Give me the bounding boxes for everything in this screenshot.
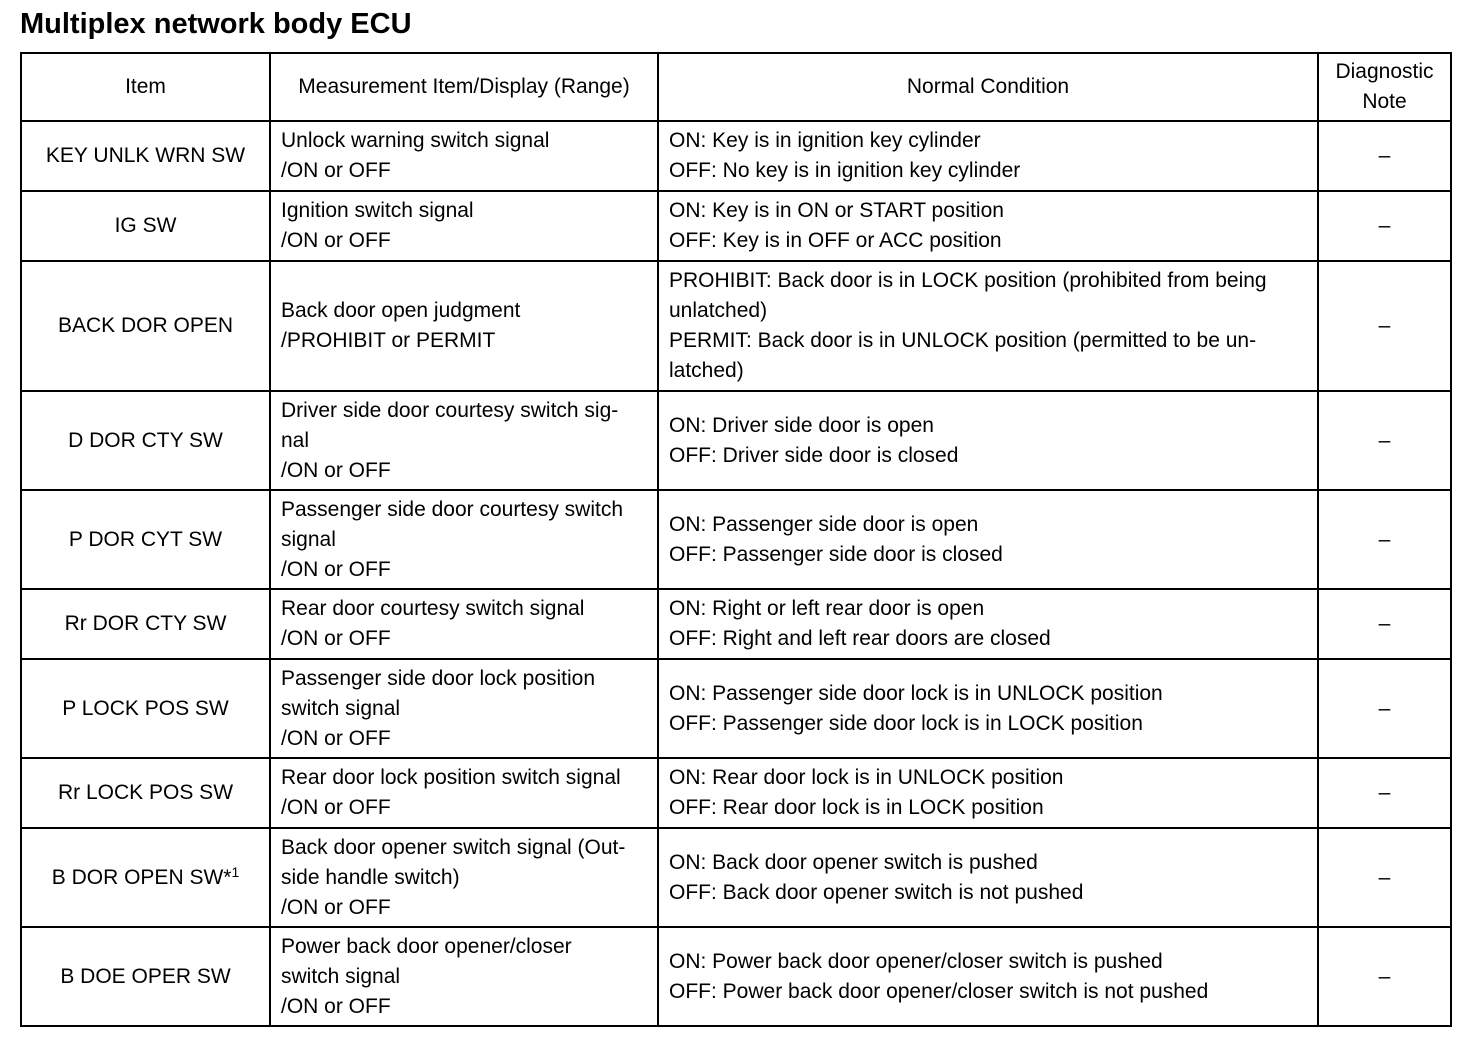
measurement-line: Passenger side door lock position (281, 666, 596, 690)
header-note-line2: Note (1362, 90, 1407, 113)
measurement-line: Back door opener switch signal (Out- (281, 835, 626, 859)
measurement-line: Power back door opener/closer (281, 934, 572, 958)
table-row (21, 927, 1451, 1026)
measurement-line: signal (281, 527, 336, 551)
measurement-line: nal (281, 428, 310, 452)
cell-measurement (270, 191, 658, 261)
cell-note: – (1318, 490, 1451, 589)
measurement-line: /PROHIBIT or PERMIT (281, 329, 496, 352)
header-item: Item (21, 53, 270, 121)
item-text: B DOE OPER SW (60, 964, 231, 988)
cell-condition (658, 121, 1318, 191)
cell-note: – (1318, 589, 1451, 659)
cell-note: – (1318, 758, 1451, 828)
cell-measurement (270, 589, 658, 659)
condition-line: ON: Key is in ON or START position (669, 199, 1004, 222)
measurement-line: Unlock warning switch signal (281, 129, 550, 152)
cell-item (21, 490, 270, 589)
item-text: P LOCK POS SW (62, 696, 229, 720)
measurement-line: /ON or OFF (281, 796, 391, 819)
measurement-line: /ON or OFF (281, 726, 391, 750)
condition-line: ON: Rear door lock is in UNLOCK position (669, 766, 1064, 789)
cell-note: – (1318, 927, 1451, 1026)
cell-condition (658, 828, 1318, 927)
item-text: BACK DOR OPEN (57, 314, 234, 337)
cell-item (21, 828, 270, 927)
cell-measurement (270, 758, 658, 828)
table-row (21, 191, 1451, 261)
cell-condition (658, 490, 1318, 589)
item-footnote-mark: 1 (231, 863, 240, 880)
condition-line: OFF: Right and left rear doors are closed (669, 627, 1051, 650)
measurement-line: Driver side door courtesy switch sig- (281, 398, 619, 422)
cell-condition (658, 391, 1318, 490)
measurement-line: /ON or OFF (281, 994, 391, 1018)
item-text: P DOR CYT SW (68, 527, 223, 551)
table-row (21, 828, 1451, 927)
cell-condition (658, 927, 1318, 1026)
cell-condition (658, 659, 1318, 758)
condition-line: ON: Key is in ignition key cylinder (669, 129, 981, 152)
header-note-line1: Diagnostic (1335, 60, 1434, 83)
condition-line: ON: Driver side door is open (669, 413, 934, 437)
cell-note: – (1318, 191, 1451, 261)
condition-line: OFF: Key is in OFF or ACC position (669, 229, 1002, 252)
cell-note: – (1318, 828, 1451, 927)
condition-line: latched) (669, 359, 744, 382)
cell-note: – (1318, 659, 1451, 758)
cell-item (21, 191, 270, 261)
cell-measurement (270, 121, 658, 191)
measurement-line: Ignition switch signal (281, 199, 474, 222)
cell-item (21, 758, 270, 828)
header-measurement: Measurement Item/Display (Range) (270, 53, 658, 121)
condition-line: OFF: Power back door opener/closer switch is not pushed (669, 979, 1209, 1003)
cell-item (21, 261, 270, 391)
cell-condition (658, 191, 1318, 261)
condition-line: ON: Back door opener switch is pushed (669, 850, 1038, 874)
table-row (21, 589, 1451, 659)
measurement-line: Passenger side door courtesy switch (281, 497, 623, 521)
condition-line: PERMIT: Back door is in UNLOCK position (permitted to be un- (669, 329, 1257, 352)
condition-line: ON: Power back door opener/closer switch is pushed (669, 949, 1163, 973)
measurement-line: /ON or OFF (281, 458, 391, 482)
table-row (21, 758, 1451, 828)
cell-condition (658, 261, 1318, 391)
header-condition: Normal Condition (658, 53, 1318, 121)
measurement-line: /ON or OFF (281, 229, 391, 252)
cell-measurement (270, 391, 658, 490)
condition-line: OFF: Driver side door is closed (669, 443, 959, 467)
table-row (21, 659, 1451, 758)
cell-item (21, 121, 270, 191)
cell-note: – (1318, 261, 1451, 391)
condition-line: ON: Passenger side door lock is in UNLOCK position (669, 681, 1163, 705)
condition-line: ON: Right or left rear door is open (669, 597, 985, 620)
measurement-line: /ON or OFF (281, 895, 391, 919)
table-row (21, 121, 1451, 191)
cell-item (21, 589, 270, 659)
header-row (21, 53, 1451, 121)
item-text: D DOR CTY SW (68, 428, 223, 452)
table-row (21, 261, 1451, 391)
condition-line: PROHIBIT: Back door is in LOCK position (prohibited from being (669, 269, 1267, 292)
condition-line: OFF: Back door opener switch is not pushed (669, 880, 1084, 904)
cell-condition (658, 758, 1318, 828)
condition-line: ON: Passenger side door is open (669, 512, 979, 536)
item-text: KEY UNLK WRN SW (45, 144, 246, 167)
cell-measurement (270, 659, 658, 758)
item-text: IG SW (114, 214, 177, 237)
cell-note: – (1318, 391, 1451, 490)
item-text: B DOR OPEN SW* (51, 865, 232, 889)
measurement-line: /ON or OFF (281, 627, 391, 650)
measurement-line: switch signal (281, 696, 401, 720)
item-text: Rr DOR CTY SW (64, 612, 227, 635)
cell-item (21, 391, 270, 490)
condition-line: OFF: Rear door lock is in LOCK position (669, 796, 1044, 819)
condition-line: unlatched) (669, 299, 768, 322)
data-table (20, 52, 1452, 1027)
condition-line: OFF: Passenger side door is closed (669, 542, 1003, 566)
condition-line: OFF: No key is in ignition key cylinder (669, 159, 1021, 182)
cell-measurement (270, 490, 658, 589)
cell-measurement (270, 927, 658, 1026)
measurement-line: switch signal (281, 964, 401, 988)
cell-note: – (1318, 121, 1451, 191)
measurement-line: Rear door courtesy switch signal (281, 597, 585, 620)
cell-item (21, 927, 270, 1026)
header-note (1318, 53, 1451, 121)
item-text: Rr LOCK POS SW (57, 781, 234, 804)
measurement-line: /ON or OFF (281, 159, 391, 182)
condition-line: OFF: Passenger side door lock is in LOCK position (669, 711, 1143, 735)
cell-measurement (270, 261, 658, 391)
measurement-line: side handle switch) (281, 865, 460, 889)
table-row (21, 490, 1451, 589)
measurement-line: Back door open judgment (281, 299, 521, 322)
table-row (21, 391, 1451, 490)
measurement-line: Rear door lock position switch signal (281, 766, 621, 789)
measurement-line: /ON or OFF (281, 557, 391, 581)
cell-item (21, 659, 270, 758)
cell-measurement (270, 828, 658, 927)
page-title: Multiplex network body ECU (20, 8, 412, 40)
cell-condition (658, 589, 1318, 659)
